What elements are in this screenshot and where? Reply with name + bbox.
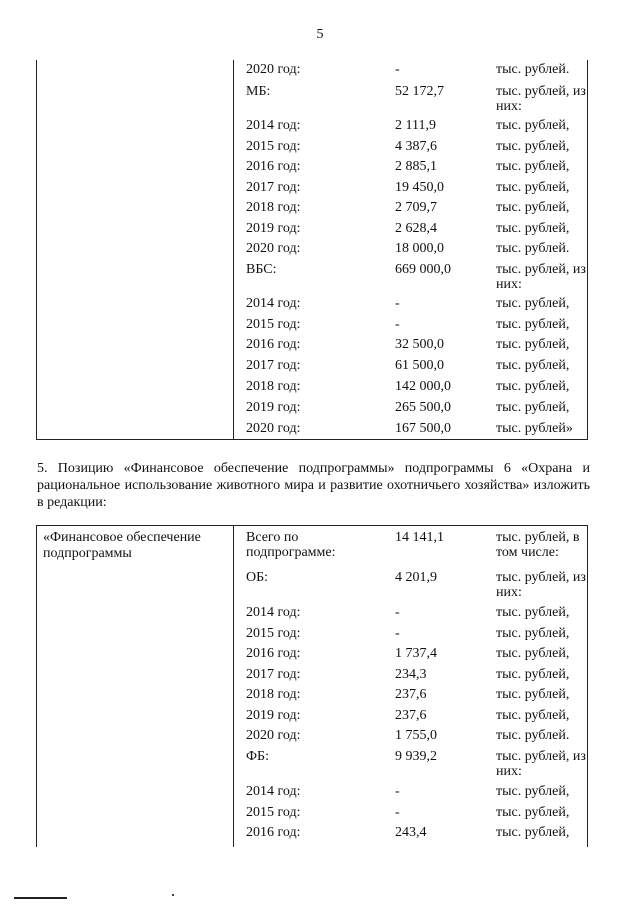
row-unit: тыс. рублей, [496, 180, 570, 195]
row-label: 2016 год: [246, 159, 301, 174]
row-value: - [395, 317, 400, 332]
row-unit: тыс. рублей, [496, 825, 570, 840]
row-label: МБ: [246, 84, 271, 99]
page-number: 5 [316, 27, 324, 42]
row-value: 237,6 [395, 708, 427, 723]
row-unit: тыс. рублей, [496, 400, 570, 415]
row-unit: тыс. рублей, [496, 805, 570, 820]
row-value: 142 000,0 [395, 379, 451, 394]
row-label: 2016 год: [246, 646, 301, 661]
row-label: ФБ: [246, 749, 269, 764]
financing-table-subprogram-6 [36, 525, 588, 847]
row-label: 2014 год: [246, 296, 301, 311]
row-label: 2014 год: [246, 784, 301, 799]
row-label: 2019 год: [246, 221, 301, 236]
column-divider [233, 525, 234, 847]
row-unit: тыс. рублей, из них: [496, 749, 586, 779]
row-value: 9 939,2 [395, 749, 437, 764]
row-label: 2017 год: [246, 667, 301, 682]
row-unit: тыс. рублей, [496, 118, 570, 133]
financing-table-continued [36, 60, 588, 440]
row-label: ОБ: [246, 570, 269, 585]
row-value: 167 500,0 [395, 421, 451, 436]
row-unit: тыс. рублей, [496, 221, 570, 236]
row-label: 2019 год: [246, 708, 301, 723]
row-value: 1 755,0 [395, 728, 437, 743]
row-unit: тыс. рублей, в том числе: [496, 530, 580, 560]
row-label: 2015 год: [246, 805, 301, 820]
row-value: 61 500,0 [395, 358, 444, 373]
row-value: 4 387,6 [395, 139, 437, 154]
row-value: - [395, 784, 400, 799]
row-label: 2018 год: [246, 687, 301, 702]
row-label: 2015 год: [246, 139, 301, 154]
row-value: - [395, 626, 400, 641]
row-value: - [395, 605, 400, 620]
footnote-rule [14, 897, 67, 899]
row-value: 14 141,1 [395, 530, 444, 545]
row-unit: тыс. рублей, [496, 337, 570, 352]
row-unit: тыс. рублей, [496, 296, 570, 311]
row-label: 2016 год: [246, 337, 301, 352]
row-unit: тыс. рублей, из них: [496, 84, 586, 114]
row-unit: тыс. рублей, [496, 708, 570, 723]
row-value: 4 201,9 [395, 570, 437, 585]
row-label: 2020 год: [246, 62, 301, 77]
row-unit: тыс. рублей, [496, 200, 570, 215]
row-unit: тыс. рублей, [496, 379, 570, 394]
row-unit: тыс. рублей, из них: [496, 262, 586, 292]
row-value: - [395, 296, 400, 311]
row-label: 2018 год: [246, 379, 301, 394]
row-unit: тыс. рублей, из них: [496, 570, 586, 600]
row-value: 19 450,0 [395, 180, 444, 195]
row-value: 243,4 [395, 825, 427, 840]
row-label: 2016 год: [246, 825, 301, 840]
row-label: 2017 год: [246, 180, 301, 195]
row-label: Всего по подпрограмме: [246, 530, 336, 560]
row-unit: тыс. рублей, [496, 784, 570, 799]
row-label: 2015 год: [246, 626, 301, 641]
row-value: 32 500,0 [395, 337, 444, 352]
row-label: 2020 год: [246, 421, 301, 436]
row-unit: тыс. рублей, [496, 667, 570, 682]
row-label: ВБС: [246, 262, 277, 277]
row-unit: тыс. рублей, [496, 159, 570, 174]
amendment-paragraph: 5. Позицию «Финансовое обеспечение подпрограммы» подпрограммы 6 «Охрана и рациональное использование животного мира и развитие охотничьего хозяйства» изложить в редакции: [37, 461, 590, 510]
column-divider [233, 60, 234, 440]
table-top-border [37, 525, 587, 526]
row-value: 2 709,7 [395, 200, 437, 215]
row-unit: тыс. рублей» [496, 421, 573, 436]
row-unit: тыс. рублей, [496, 626, 570, 641]
row-label: 2019 год: [246, 400, 301, 415]
row-value: 2 628,4 [395, 221, 437, 236]
row-value: 669 000,0 [395, 262, 451, 277]
row-label: 2017 год: [246, 358, 301, 373]
row-label: 2020 год: [246, 728, 301, 743]
row-label: 2020 год: [246, 241, 301, 256]
row-value: 265 500,0 [395, 400, 451, 415]
row-value: 1 737,4 [395, 646, 437, 661]
row-unit: тыс. рублей. [496, 241, 570, 256]
row-label: 2015 год: [246, 317, 301, 332]
row-unit: тыс. рублей. [496, 728, 570, 743]
row-value: - [395, 62, 400, 77]
row-value: 2 885,1 [395, 159, 437, 174]
row-header: «Финансовое обеспечение подпрограммы [43, 530, 201, 561]
row-unit: тыс. рублей, [496, 605, 570, 620]
row-unit: тыс. рублей, [496, 358, 570, 373]
row-value: 237,6 [395, 687, 427, 702]
row-unit: тыс. рублей, [496, 139, 570, 154]
row-value: 18 000,0 [395, 241, 444, 256]
row-value: 234,3 [395, 667, 427, 682]
row-unit: тыс. рублей, [496, 687, 570, 702]
row-value: - [395, 805, 400, 820]
row-unit: тыс. рублей, [496, 646, 570, 661]
row-unit: тыс. рублей, [496, 317, 570, 332]
row-label: 2014 год: [246, 118, 301, 133]
row-unit: тыс. рублей. [496, 62, 570, 77]
row-label: 2018 год: [246, 200, 301, 215]
table-bottom-border [37, 439, 587, 440]
row-label: 2014 год: [246, 605, 301, 620]
row-value: 52 172,7 [395, 84, 444, 99]
row-value: 2 111,9 [395, 118, 436, 133]
scan-mark [172, 894, 174, 896]
